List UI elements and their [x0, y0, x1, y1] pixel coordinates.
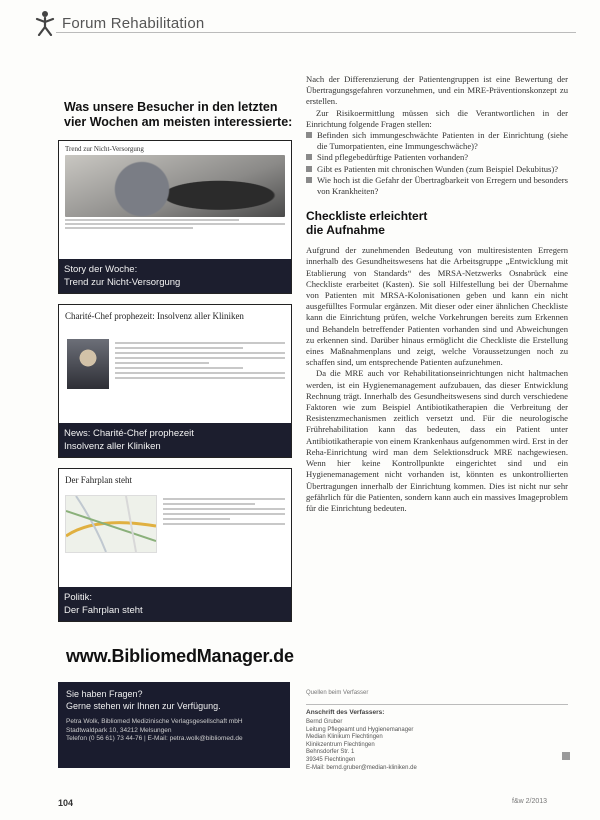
page-number: 104 — [58, 798, 74, 808]
bullet-item: Befinden sich immungeschwächte Patienten in der Einrichtung (siehe die Tumorpatienten, eine Immungeschwäche)? — [306, 130, 568, 152]
author-line: Bernd Gruber — [306, 719, 343, 725]
author-line: Median Klinikum Flechtingen — [306, 734, 383, 741]
article-end-square-icon — [562, 752, 570, 760]
ad-card-news[interactable] — [58, 304, 292, 458]
contact-box: Sie haben Fragen? Gerne stehen wir Ihnen zur Verfügung. Petra Wolk, Bibliomed Medizinische Verlagsgesellschaft mbH Stadtwaldpark 10, 34212 Melsungen Telefon (0 56 61) 73 44-76 | E-Mail: petra.wolk@bibliomed.de — [58, 682, 290, 768]
paragraph: Zur Risikoermittlung müssen sich die Verantwortlichen in der Einrichtung folgende Fragen stellen: — [306, 107, 568, 129]
ad-card-politik[interactable] — [58, 468, 292, 622]
literature-note: Quellen beim Verfasser — [306, 690, 369, 696]
news-photo — [67, 339, 109, 389]
paragraph: Aufgrund der zunehmenden Bedeutung von multiresistenten Erregern innerhalb des Gesundheitswesens hat die Arbeitsgruppe „Entwicklung mit Etablierung von Standards“ des MRSA-Netzwerks Osnabrück eine Checkliste erarbeitet (Kasten). Sie soll Hilfestellung bei der Übernahme von Patienten mit MRSA-Kolonisationen geben und kann ein nicht ausgefülltes Formular ergänzen. Mit dieser oder einer ähnlichen Checkliste kann die Einrichtung prüfen, welche Vorkehrungen bereits zum Erkennen und Behandeln betreffender Patienten vorhanden sind und Abweichungen zu erkennen sind. Darüber hinaus ermöglicht die Checkliste die Erstellung eines Maßnahmenplans und zeigt, welche Voraussetzungen noch zu schaffen sind, um entsprechende Patienten aufzunehmen. — [306, 245, 568, 368]
author-heading: Anschrift des Verfassers: — [306, 709, 385, 716]
header-rule — [56, 32, 576, 33]
section-title: Forum Rehabilitation — [62, 14, 205, 32]
screenshot-news: Charité-Chef prophezeit: Insolvenz aller Kliniken — [59, 305, 291, 423]
author-line: Behnsdorfer Str. 1 — [306, 749, 355, 756]
references — [306, 690, 568, 772]
author-line: 39345 Flechtingen — [306, 756, 356, 763]
card-caption: Story der Woche: Trend zur Nicht-Versorgung — [59, 259, 291, 293]
person-logo-icon — [34, 10, 56, 36]
issue-label: f&w 2/2013 — [512, 798, 548, 805]
advertisement — [58, 100, 298, 680]
screenshot-story: Trend zur Nicht-Versorgung — [59, 141, 291, 259]
card-caption: Politik: Der Fahrplan steht — [59, 587, 291, 621]
article-body — [306, 74, 568, 514]
route-map-icon — [66, 496, 156, 552]
bullet-square-icon — [306, 154, 312, 160]
contact-address: Petra Wolk, Bibliomed Medizinische Verlagsgesellschaft mbH Stadtwaldpark 10, 34212 Melsungen Telefon (0 56 61) 73 44-76 | E-Mail: petra.wolk@bibliomed.de — [66, 718, 243, 742]
ad-url-link[interactable]: www.BibliomedManager.de — [66, 646, 294, 666]
subheading: Checkliste erleichtert die Aufnahme — [306, 209, 428, 238]
story-photo — [65, 155, 285, 217]
paragraph: Da die MRE auch vor Rehabilitationseinrichtungen nicht haltmachen werden, ist ein Hygienemanagement aufzubauen, das dieser Entwicklung Rechnung trägt. Innerhalb des Gesundheitswesens sind durch verschiedene Faktoren wie zum Beispiel Antibiotikatherapien die Verbreitung der Resistenzmechanismen zeitlich versetzt und. Für die neurologische Frührehabilitation kann das bedeuten, dass ein Patient unter Antibiotikatherapie von einem Krankenhaus aufgenommen wird. Erst in der Reha-Einrichtung wird man dem Selektionsdruck MRE nachgewiesen. Wenn hier keine Kontrollpunkte eingerichtet sind und ein Hygienemanagement nicht vorhanden ist, könnten es unkontrollierten Übertragungen innerhalb der Einrichtung kommen. Dies ist nicht nur sehr gefährlich für die Patienten, sondern kann auch ein massives Imageproblem für die Einrichtung bedeuten. — [306, 368, 568, 513]
paragraph: Nach der Differenzierung der Patientengruppen ist eine Bewertung der Übertragungsgefahren vorzunehmen, und ein MRE-Präventionskonzept zu erstellen. — [306, 74, 568, 107]
card-caption: News: Charité-Chef prophezeit Insolvenz aller Kliniken — [59, 423, 291, 457]
author-line: Klinikzentrum Flechtingen — [306, 741, 375, 748]
author-email-link[interactable]: E-Mail: bernd.gruber@median-kliniken.de — [306, 764, 417, 771]
ad-heading: Was unsere Besucher in den letzten vier Wochen am meisten interessierte: — [64, 100, 293, 129]
screenshot-politik: Der Fahrplan steht — [59, 469, 291, 587]
bullet-item: Sind pflegebedürftige Patienten vorhanden? — [306, 152, 568, 163]
ad-card-story[interactable] — [58, 140, 292, 294]
bullet-item: Gibt es Patienten mit chronischen Wunden (zum Beispiel Dekubitus)? — [306, 164, 568, 175]
divider — [306, 704, 568, 705]
bullet-item: Wie hoch ist die Gefahr der Übertragbarkeit von Erregern und besonders von Krankheiten? — [306, 175, 568, 197]
bullet-square-icon — [306, 166, 312, 172]
bullet-square-icon — [306, 132, 312, 138]
author-line: Leitung Pflegeamt und Hygienemanager — [306, 726, 414, 733]
map-graphic — [65, 495, 157, 553]
bullet-square-icon — [306, 177, 312, 183]
